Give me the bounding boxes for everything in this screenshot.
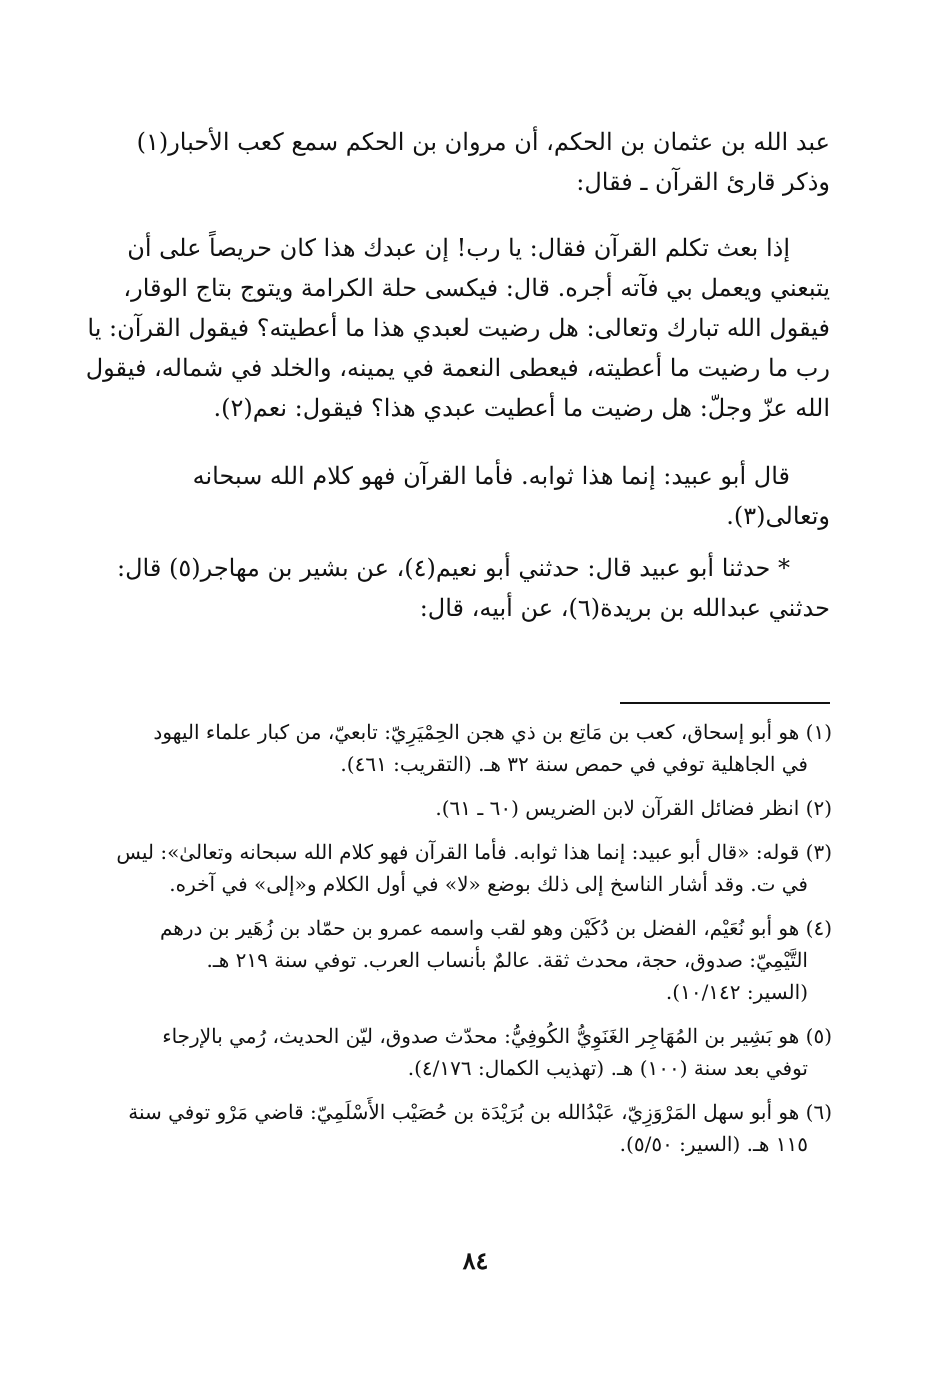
footnote-line: (٦) هو أبو سهل المَرْوَزِيّ، عَبْدُالله بن بُرَيْدَة بن حُصَيْب الأَسْلَمِيّ: قاضي مَرْو توفي سنة bbox=[128, 1100, 832, 1124]
paragraph-4 bbox=[117, 548, 830, 628]
body-line: يتبعني ويعمل بي فآته أجره. قال: فيكسى حلة الكرامة ويتوج بتاج الوقار، bbox=[123, 274, 830, 302]
body-line: عبد الله بن عثمان بن الحكم، أن مروان بن الحكم سمع كعب الأحبار(١) bbox=[136, 128, 830, 156]
footnote-line: ١١٥ هـ. (السير: ٥/٥٠). bbox=[619, 1132, 808, 1156]
footnote-separator bbox=[620, 702, 830, 704]
footnote-line: (٤) هو أبو نُعَيْم، الفضل بن دُكَيْن وهو لقب واسمه عمرو بن حمّاد بن زُهَير بن درهم bbox=[160, 916, 832, 940]
footnote-line: التَّيْمِيّ: صدوق، حجة، محدث ثقة. عالمٌ بأنساب العرب. توفي سنة ٢١٩ هـ. bbox=[206, 948, 808, 972]
footnote-line: في ت. وقد أشار الناسخ إلى ذلك بوضع «لا» في أول الكلام و«إلى» في آخره. bbox=[169, 872, 808, 896]
footnote-line: (السير: ١٠/١٤٢). bbox=[665, 980, 808, 1004]
body-line: * حدثنا أبو عبيد قال: حدثني أبو نعيم(٤)، عن بشير بن مهاجر(٥) قال: bbox=[117, 554, 790, 582]
footnote-6 bbox=[128, 1096, 832, 1160]
footnote-3 bbox=[116, 836, 832, 900]
paragraph-2 bbox=[85, 228, 830, 428]
footnote-1 bbox=[128, 716, 832, 780]
body-line: إذا بعث تكلم القرآن فقال: يا رب! إن عبدك هذا كان حريصاً على أن bbox=[127, 234, 790, 262]
footnote-5 bbox=[128, 1020, 832, 1084]
footnote-2 bbox=[128, 792, 832, 824]
body-line: قال أبو عبيد: إنما هذا ثوابه. فأما القرآن فهو كلام الله سبحانه bbox=[192, 462, 790, 490]
footnote-line: (٥) هو بَشِير بن المُهَاجِر الغَنَوِيُّ الكُوفِيُّ: محدّث صدوق، ليّن الحديث، رُمي بالإرجاء bbox=[162, 1024, 832, 1048]
paragraph-3 bbox=[130, 456, 830, 536]
body-line: فيقول الله تبارك وتعالى: هل رضيت لعبدي هذا ما أعطيته؟ فيقول القرآن: يا bbox=[87, 314, 830, 342]
body-line: وذكر قارئ القرآن ـ فقال: bbox=[576, 168, 830, 196]
footnote-line: (١) هو أبو إسحاق، كعب بن مَاتِع بن ذي هجن الحِمْيَرِيّ: تابعيّ، من كبار علماء اليهود bbox=[153, 720, 832, 744]
page-number: ٨٤ bbox=[462, 1246, 489, 1275]
footnote-line: توفي بعد سنة (١٠٠) هـ. (تهذيب الكمال: ٤/١٧٦). bbox=[407, 1056, 808, 1080]
footnote-line: (٣) قوله: «قال أبو عبيد: إنما هذا ثوابه. فأما القرآن فهو كلام الله سبحانه وتعالىٰ»: ليس bbox=[116, 840, 832, 864]
body-line: رب ما رضيت ما أعطيته، فيعطى النعمة في يمينه، والخلد في شماله، فيقول bbox=[85, 354, 830, 382]
body-line: وتعالى(٣). bbox=[726, 502, 830, 530]
footnote-line: في الجاهلية توفي في حمص سنة ٣٢ هـ. (التقريب: ٤٦١). bbox=[340, 752, 808, 776]
body-line: الله عزّ وجلّ: هل رضيت ما أعطيت عبدي هذا؟ فيقول: نعم(٢). bbox=[213, 394, 830, 422]
footnote-line: (٢) انظر فضائل القرآن لابن الضريس (٦٠ ـ ٦١). bbox=[435, 796, 832, 820]
footnotes bbox=[116, 716, 832, 1172]
footnote-4 bbox=[128, 912, 832, 1008]
body-line: حدثني عبدالله بن بريدة(٦)، عن أبيه، قال: bbox=[419, 594, 830, 622]
paragraph-1 bbox=[130, 122, 830, 202]
